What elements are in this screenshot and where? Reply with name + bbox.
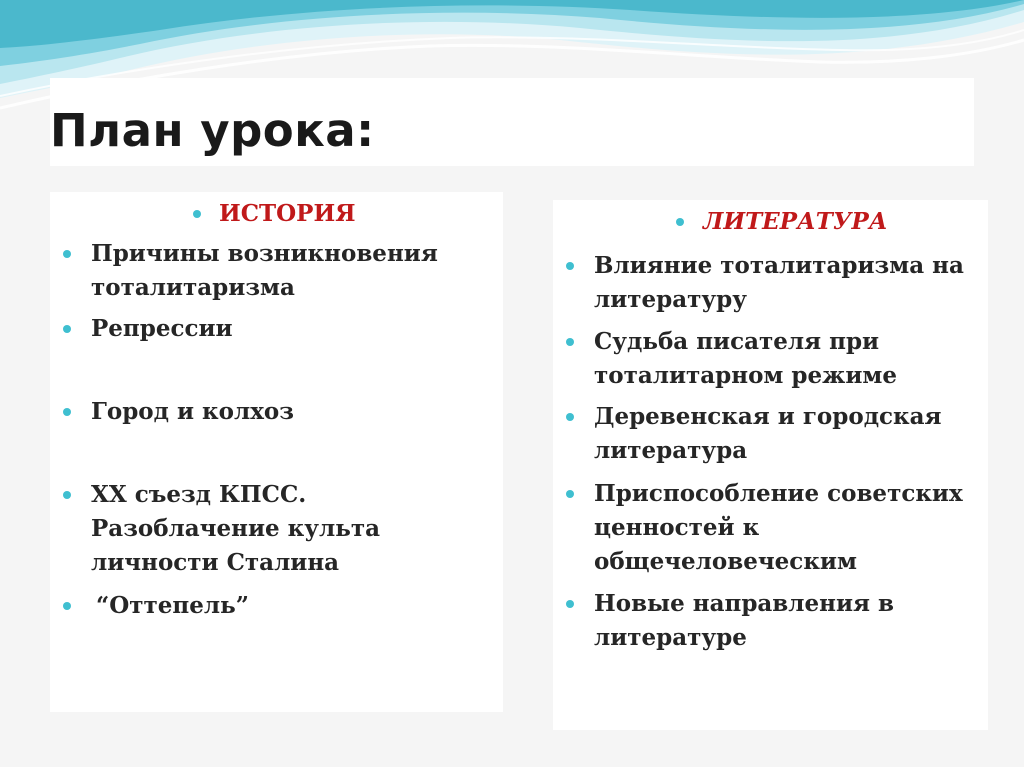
history-item: Город и колхоз <box>91 398 294 425</box>
literature-item: Деревенская и городская литература <box>594 403 942 464</box>
bullet-icon <box>566 338 574 346</box>
bullet-icon <box>63 250 71 258</box>
bullet-icon <box>63 325 71 333</box>
literature-heading: ЛИТЕРАТУРА <box>703 208 888 235</box>
history-item: Репрессии <box>91 315 233 342</box>
bullet-icon <box>63 491 71 499</box>
history-item: XX съезд КПСС. Разоблачение культа личности Сталина <box>91 481 380 576</box>
history-heading: ИСТОРИЯ <box>219 200 356 227</box>
bullet-icon <box>193 210 201 218</box>
slide-title: План урока: <box>50 104 375 157</box>
bullet-icon <box>63 602 71 610</box>
bullet-icon <box>566 262 574 270</box>
history-item: Причины возникновения тоталитаризма <box>91 240 438 301</box>
bullet-icon <box>676 218 684 226</box>
literature-item: Влияние тоталитаризма на литературу <box>594 252 964 313</box>
literature-item: Новые направления в литературе <box>594 590 895 651</box>
literature-item: Приспособление советских ценностей к общечеловеческим <box>594 480 963 575</box>
history-item: “Оттепель” <box>96 592 249 619</box>
bullet-icon <box>63 408 71 416</box>
bullet-icon <box>566 600 574 608</box>
bullet-icon <box>566 413 574 421</box>
literature-item: Судьба писателя при тоталитарном режиме <box>594 328 898 389</box>
bullet-icon <box>566 490 574 498</box>
